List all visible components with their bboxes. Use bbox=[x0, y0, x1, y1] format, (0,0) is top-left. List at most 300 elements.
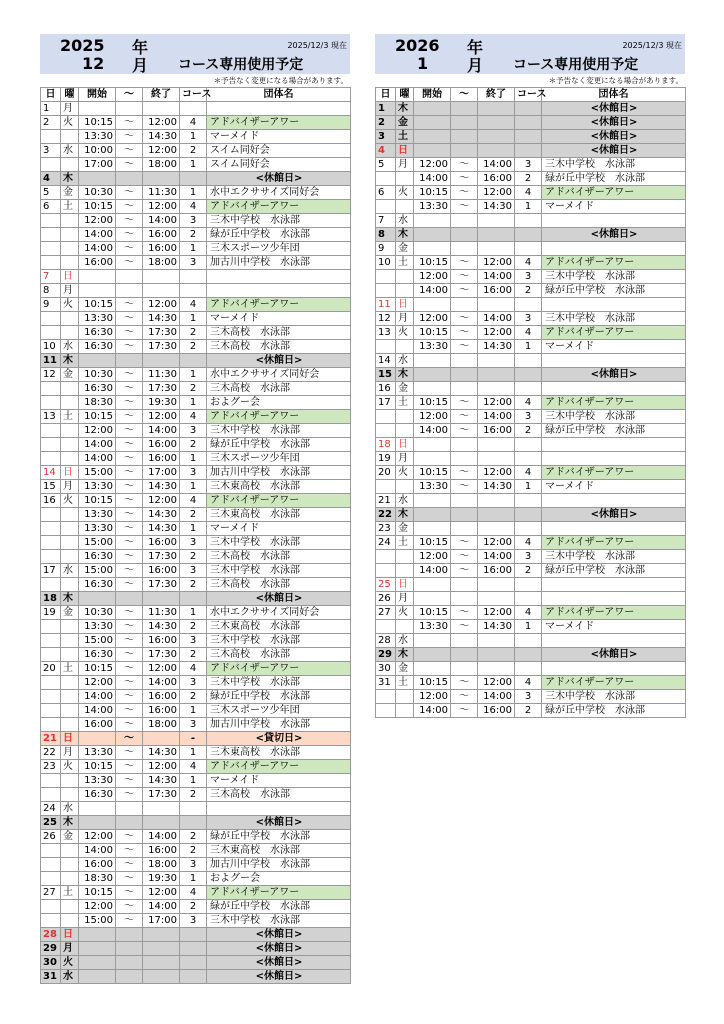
day-cell bbox=[41, 312, 61, 326]
group-cell: 三木高校 水泳部 bbox=[207, 788, 351, 802]
weekday-cell bbox=[61, 578, 79, 592]
group-cell: マーメイド bbox=[207, 522, 351, 536]
start-time-cell: 10:15 bbox=[414, 466, 451, 480]
weekday-cell: 日 bbox=[61, 928, 79, 942]
course-cell bbox=[515, 592, 542, 606]
course-cell: 2 bbox=[180, 788, 207, 802]
table-row bbox=[41, 886, 351, 900]
start-time-cell: 13:30 bbox=[79, 620, 116, 634]
day-cell: 10 bbox=[376, 256, 396, 270]
start-time-cell: 16:30 bbox=[79, 382, 116, 396]
tilde-cell bbox=[451, 494, 478, 508]
start-time-cell: 12:00 bbox=[414, 690, 451, 704]
end-time-cell: 14:30 bbox=[143, 130, 180, 144]
group-cell bbox=[542, 214, 686, 228]
course-cell: 4 bbox=[515, 536, 542, 550]
day-cell: 10 bbox=[41, 340, 61, 354]
group-cell bbox=[542, 494, 686, 508]
end-time-cell bbox=[478, 130, 515, 144]
tilde-cell bbox=[451, 368, 478, 382]
tilde-cell bbox=[451, 116, 478, 130]
tilde-cell: ～ bbox=[116, 620, 143, 634]
day-cell: 13 bbox=[376, 326, 396, 340]
course-cell: 1 bbox=[515, 620, 542, 634]
table-row bbox=[376, 326, 686, 340]
start-time-cell: 16:00 bbox=[79, 858, 116, 872]
course-cell bbox=[180, 928, 207, 942]
end-time-cell bbox=[478, 662, 515, 676]
tilde-cell bbox=[116, 956, 143, 970]
end-time-cell: 14:00 bbox=[478, 312, 515, 326]
end-time-cell: 14:00 bbox=[478, 550, 515, 564]
group-cell: 水中エクササイズ同好会 bbox=[207, 368, 351, 382]
weekday-cell: 火 bbox=[61, 494, 79, 508]
group-cell: <休館日> bbox=[207, 592, 351, 606]
weekday-cell bbox=[61, 452, 79, 466]
day-cell: 19 bbox=[41, 606, 61, 620]
start-time-cell: 10:15 bbox=[79, 200, 116, 214]
course-cell bbox=[180, 942, 207, 956]
day-cell: 9 bbox=[376, 242, 396, 256]
end-time-cell: 12:00 bbox=[143, 298, 180, 312]
end-time-cell: 14:00 bbox=[143, 676, 180, 690]
tilde-cell: ～ bbox=[116, 746, 143, 760]
table-row bbox=[41, 872, 351, 886]
course-cell bbox=[515, 578, 542, 592]
weekday-cell: 木 bbox=[396, 508, 414, 522]
weekday-cell: 土 bbox=[61, 410, 79, 424]
course-cell: 4 bbox=[515, 396, 542, 410]
start-time-cell: 10:15 bbox=[414, 536, 451, 550]
group-cell: アドバイザーアワー bbox=[542, 256, 686, 270]
weekday-cell: 金 bbox=[396, 382, 414, 396]
weekday-cell: 木 bbox=[61, 592, 79, 606]
end-time-cell: 14:30 bbox=[143, 312, 180, 326]
table-row bbox=[376, 172, 686, 186]
start-time-cell: 12:00 bbox=[79, 214, 116, 228]
group-cell: 三木高校 水泳部 bbox=[207, 550, 351, 564]
table-row bbox=[376, 116, 686, 130]
table-row bbox=[41, 242, 351, 256]
end-time-cell: 17:00 bbox=[143, 914, 180, 928]
table-row bbox=[41, 928, 351, 942]
course-cell bbox=[180, 970, 207, 984]
start-time-cell: 12:00 bbox=[79, 830, 116, 844]
table-row bbox=[41, 774, 351, 788]
end-time-cell: 18:00 bbox=[143, 718, 180, 732]
tilde-cell: ～ bbox=[116, 382, 143, 396]
page-title: コース専用使用予定 bbox=[178, 57, 304, 73]
weekday-cell bbox=[61, 648, 79, 662]
day-cell: 7 bbox=[376, 214, 396, 228]
start-time-cell bbox=[414, 452, 451, 466]
table-row bbox=[41, 312, 351, 326]
start-time-cell bbox=[79, 592, 116, 606]
end-time-cell bbox=[478, 438, 515, 452]
start-time-cell: 14:00 bbox=[79, 242, 116, 256]
course-cell: 3 bbox=[180, 634, 207, 648]
start-time-cell: 14:00 bbox=[79, 704, 116, 718]
end-time-cell bbox=[478, 354, 515, 368]
start-time-cell: 14:00 bbox=[414, 424, 451, 438]
table-row bbox=[41, 186, 351, 200]
course-cell bbox=[515, 452, 542, 466]
tilde-cell: ～ bbox=[116, 830, 143, 844]
table-row bbox=[376, 158, 686, 172]
end-time-cell: 16:00 bbox=[478, 704, 515, 718]
tilde-cell bbox=[116, 284, 143, 298]
course-cell bbox=[180, 270, 207, 284]
course-cell: 3 bbox=[180, 214, 207, 228]
table-row bbox=[41, 144, 351, 158]
course-cell: 2 bbox=[180, 844, 207, 858]
course-cell: 1 bbox=[180, 130, 207, 144]
table-row bbox=[41, 326, 351, 340]
day-cell bbox=[376, 690, 396, 704]
tilde-cell: ～ bbox=[116, 914, 143, 928]
tilde-cell bbox=[116, 816, 143, 830]
end-time-cell: 19:30 bbox=[143, 872, 180, 886]
day-cell: 25 bbox=[376, 578, 396, 592]
weekday-cell: 水 bbox=[396, 494, 414, 508]
weekday-cell bbox=[396, 550, 414, 564]
group-cell bbox=[207, 102, 351, 116]
group-cell: <休館日> bbox=[542, 508, 686, 522]
weekday-cell: 水 bbox=[396, 214, 414, 228]
weekday-cell: 日 bbox=[61, 466, 79, 480]
table-row bbox=[41, 256, 351, 270]
day-cell: 27 bbox=[376, 606, 396, 620]
weekday-cell: 土 bbox=[396, 256, 414, 270]
weekday-cell: 火 bbox=[396, 466, 414, 480]
month-label: 1 bbox=[417, 54, 429, 73]
as-of-date: 2025/12/3 現在 bbox=[622, 41, 682, 50]
day-cell bbox=[41, 130, 61, 144]
tilde-cell: ～ bbox=[451, 340, 478, 354]
weekday-cell: 土 bbox=[61, 886, 79, 900]
day-cell bbox=[376, 620, 396, 634]
weekday-cell bbox=[61, 256, 79, 270]
year-label: 2025 bbox=[60, 36, 105, 55]
day-cell bbox=[41, 424, 61, 438]
as-of-date: 2025/12/3 現在 bbox=[287, 41, 347, 50]
start-time-cell bbox=[79, 270, 116, 284]
tilde-cell bbox=[451, 508, 478, 522]
end-time-cell: 17:30 bbox=[143, 382, 180, 396]
course-cell: 4 bbox=[180, 760, 207, 774]
month-suffix: 月 bbox=[132, 56, 149, 75]
tilde-cell bbox=[451, 242, 478, 256]
start-time-cell: 10:30 bbox=[79, 186, 116, 200]
group-cell: <休館日> bbox=[207, 928, 351, 942]
end-time-cell: 16:00 bbox=[143, 690, 180, 704]
weekday-cell: 金 bbox=[61, 830, 79, 844]
start-time-cell: 15:00 bbox=[79, 634, 116, 648]
course-cell: 1 bbox=[180, 704, 207, 718]
start-time-cell bbox=[414, 522, 451, 536]
start-time-cell bbox=[414, 634, 451, 648]
weekday-cell bbox=[61, 788, 79, 802]
group-cell: 緑が丘中学校 水泳部 bbox=[542, 564, 686, 578]
course-cell bbox=[180, 816, 207, 830]
start-time-cell: 14:00 bbox=[414, 172, 451, 186]
group-cell: 三木スポーツ少年団 bbox=[207, 242, 351, 256]
start-time-cell: 15:00 bbox=[79, 536, 116, 550]
end-time-cell: 12:00 bbox=[478, 396, 515, 410]
table-row bbox=[41, 746, 351, 760]
start-time-cell bbox=[414, 508, 451, 522]
start-time-cell: 15:00 bbox=[79, 564, 116, 578]
group-cell: マーメイド bbox=[542, 620, 686, 634]
tilde-cell: ～ bbox=[451, 158, 478, 172]
start-time-cell bbox=[414, 592, 451, 606]
start-time-cell: 10:15 bbox=[414, 676, 451, 690]
end-time-cell bbox=[143, 956, 180, 970]
tilde-cell bbox=[451, 102, 478, 116]
tilde-cell: ～ bbox=[116, 396, 143, 410]
course-cell bbox=[515, 228, 542, 242]
group-cell bbox=[542, 522, 686, 536]
end-time-cell bbox=[478, 242, 515, 256]
end-time-cell: 14:00 bbox=[478, 270, 515, 284]
group-cell: アドバイザーアワー bbox=[542, 186, 686, 200]
tilde-cell: ～ bbox=[116, 872, 143, 886]
weekday-cell: 木 bbox=[396, 648, 414, 662]
weekday-cell: 火 bbox=[61, 760, 79, 774]
course-cell bbox=[515, 382, 542, 396]
tilde-cell bbox=[451, 578, 478, 592]
table-row bbox=[41, 550, 351, 564]
weekday-cell bbox=[61, 228, 79, 242]
end-time-cell: 16:00 bbox=[143, 228, 180, 242]
col-weekday: 曜 bbox=[61, 88, 79, 102]
table-row bbox=[41, 200, 351, 214]
course-cell: 1 bbox=[515, 480, 542, 494]
tilde-cell: ～ bbox=[451, 410, 478, 424]
table-row bbox=[376, 452, 686, 466]
day-cell bbox=[41, 872, 61, 886]
start-time-cell: 12:00 bbox=[414, 410, 451, 424]
start-time-cell bbox=[414, 214, 451, 228]
tilde-cell bbox=[451, 298, 478, 312]
end-time-cell: 16:00 bbox=[143, 452, 180, 466]
group-cell: マーメイド bbox=[207, 130, 351, 144]
group-cell: <休館日> bbox=[542, 144, 686, 158]
group-cell: 三木中学校 水泳部 bbox=[207, 536, 351, 550]
table-row bbox=[41, 592, 351, 606]
weekday-cell: 金 bbox=[61, 368, 79, 382]
table-row bbox=[41, 648, 351, 662]
end-time-cell: 16:00 bbox=[143, 634, 180, 648]
day-cell: 5 bbox=[376, 158, 396, 172]
end-time-cell bbox=[143, 802, 180, 816]
day-cell: 23 bbox=[41, 760, 61, 774]
group-cell: 三木東高校 水泳部 bbox=[207, 844, 351, 858]
course-cell: 4 bbox=[515, 466, 542, 480]
tilde-cell: ～ bbox=[116, 158, 143, 172]
course-cell: 2 bbox=[180, 690, 207, 704]
tilde-cell: ～ bbox=[116, 452, 143, 466]
end-time-cell: 12:00 bbox=[143, 662, 180, 676]
day-cell: 18 bbox=[41, 592, 61, 606]
end-time-cell: 14:30 bbox=[478, 200, 515, 214]
tilde-cell: ～ bbox=[451, 536, 478, 550]
course-cell: 4 bbox=[180, 886, 207, 900]
tilde-cell: ～ bbox=[451, 690, 478, 704]
group-cell: 三木スポーツ少年団 bbox=[207, 704, 351, 718]
end-time-cell bbox=[143, 942, 180, 956]
table-row bbox=[41, 228, 351, 242]
end-time-cell bbox=[478, 634, 515, 648]
course-cell bbox=[180, 354, 207, 368]
group-cell bbox=[542, 242, 686, 256]
table-row bbox=[376, 522, 686, 536]
weekday-cell: 木 bbox=[61, 816, 79, 830]
day-cell bbox=[41, 536, 61, 550]
tilde-cell: ～ bbox=[451, 326, 478, 340]
day-cell: 30 bbox=[41, 956, 61, 970]
start-time-cell: 14:00 bbox=[79, 690, 116, 704]
table-row bbox=[41, 956, 351, 970]
table-row bbox=[41, 298, 351, 312]
course-cell bbox=[515, 494, 542, 508]
course-cell bbox=[515, 634, 542, 648]
table-row bbox=[41, 718, 351, 732]
table-row bbox=[376, 382, 686, 396]
group-cell: 加古川中学校 水泳部 bbox=[207, 718, 351, 732]
tilde-cell: ～ bbox=[451, 424, 478, 438]
course-cell: 3 bbox=[180, 256, 207, 270]
group-cell: アドバイザーアワー bbox=[207, 298, 351, 312]
tilde-cell: ～ bbox=[116, 662, 143, 676]
start-time-cell bbox=[414, 662, 451, 676]
end-time-cell: 19:30 bbox=[143, 396, 180, 410]
course-cell bbox=[515, 508, 542, 522]
table-row bbox=[41, 704, 351, 718]
weekday-cell bbox=[396, 200, 414, 214]
start-time-cell: 16:00 bbox=[79, 256, 116, 270]
weekday-cell: 月 bbox=[61, 746, 79, 760]
start-time-cell: 10:15 bbox=[79, 410, 116, 424]
weekday-cell bbox=[396, 410, 414, 424]
end-time-cell: 16:00 bbox=[478, 424, 515, 438]
group-cell bbox=[207, 284, 351, 298]
end-time-cell bbox=[478, 592, 515, 606]
group-cell: <休館日> bbox=[207, 354, 351, 368]
end-time-cell bbox=[478, 382, 515, 396]
tilde-cell: ～ bbox=[116, 676, 143, 690]
table-row bbox=[376, 144, 686, 158]
day-cell: 26 bbox=[376, 592, 396, 606]
start-time-cell: 14:00 bbox=[414, 564, 451, 578]
weekday-cell bbox=[396, 270, 414, 284]
end-time-cell bbox=[143, 172, 180, 186]
day-cell: 15 bbox=[41, 480, 61, 494]
weekday-cell: 日 bbox=[396, 438, 414, 452]
course-cell: 1 bbox=[180, 452, 207, 466]
tilde-cell bbox=[451, 144, 478, 158]
day-cell bbox=[41, 718, 61, 732]
tilde-cell: ～ bbox=[451, 312, 478, 326]
course-cell: 3 bbox=[515, 312, 542, 326]
group-cell: 緑が丘中学校 水泳部 bbox=[542, 704, 686, 718]
group-cell: 三木中学校 水泳部 bbox=[542, 410, 686, 424]
table-row bbox=[376, 200, 686, 214]
group-cell: 三木東高校 水泳部 bbox=[207, 508, 351, 522]
course-cell bbox=[515, 298, 542, 312]
end-time-cell: 18:00 bbox=[143, 256, 180, 270]
table-row bbox=[376, 578, 686, 592]
table-row bbox=[376, 508, 686, 522]
tilde-cell: ～ bbox=[451, 256, 478, 270]
table-row bbox=[376, 214, 686, 228]
tilde-cell bbox=[451, 354, 478, 368]
end-time-cell: 14:00 bbox=[478, 690, 515, 704]
weekday-cell bbox=[396, 340, 414, 354]
group-cell: 水中エクササイズ同好会 bbox=[207, 186, 351, 200]
day-cell: 9 bbox=[41, 298, 61, 312]
table-row bbox=[41, 480, 351, 494]
group-cell: アドバイザーアワー bbox=[207, 494, 351, 508]
start-time-cell: 10:30 bbox=[79, 606, 116, 620]
table-row bbox=[376, 690, 686, 704]
start-time-cell bbox=[414, 228, 451, 242]
start-time-cell: 16:30 bbox=[79, 648, 116, 662]
day-cell bbox=[41, 214, 61, 228]
day-cell bbox=[41, 256, 61, 270]
change-notice: ＊予告なく変更になる場合があります。 bbox=[548, 76, 683, 85]
table-row bbox=[376, 102, 686, 116]
day-cell: 8 bbox=[41, 284, 61, 298]
start-time-cell: 16:00 bbox=[79, 718, 116, 732]
group-cell: 三木高校 水泳部 bbox=[207, 578, 351, 592]
end-time-cell bbox=[143, 732, 180, 746]
tilde-cell bbox=[451, 592, 478, 606]
weekday-cell bbox=[61, 130, 79, 144]
day-cell: 2 bbox=[41, 116, 61, 130]
course-cell: 3 bbox=[180, 858, 207, 872]
col-tilde: ～ bbox=[116, 88, 143, 102]
course-cell: 4 bbox=[180, 662, 207, 676]
tilde-cell: ～ bbox=[116, 718, 143, 732]
tilde-cell: ～ bbox=[116, 858, 143, 872]
weekday-cell: 火 bbox=[61, 298, 79, 312]
end-time-cell: 18:00 bbox=[143, 158, 180, 172]
course-cell bbox=[515, 242, 542, 256]
course-cell bbox=[515, 438, 542, 452]
table-row bbox=[41, 102, 351, 116]
end-time-cell bbox=[478, 214, 515, 228]
weekday-cell: 日 bbox=[61, 270, 79, 284]
weekday-cell: 火 bbox=[61, 956, 79, 970]
start-time-cell: 14:00 bbox=[414, 284, 451, 298]
tilde-cell: ～ bbox=[116, 550, 143, 564]
course-cell: 4 bbox=[180, 410, 207, 424]
group-cell: 加古川中学校 水泳部 bbox=[207, 858, 351, 872]
schedule-table bbox=[40, 87, 351, 984]
group-cell: アドバイザーアワー bbox=[542, 466, 686, 480]
weekday-cell bbox=[61, 774, 79, 788]
weekday-cell bbox=[61, 438, 79, 452]
weekday-cell bbox=[61, 718, 79, 732]
weekday-cell: 火 bbox=[396, 326, 414, 340]
day-cell: 1 bbox=[376, 102, 396, 116]
month-header bbox=[40, 34, 350, 74]
day-cell: 31 bbox=[376, 676, 396, 690]
start-time-cell: 10:15 bbox=[79, 760, 116, 774]
day-cell: 29 bbox=[41, 942, 61, 956]
end-time-cell bbox=[478, 368, 515, 382]
